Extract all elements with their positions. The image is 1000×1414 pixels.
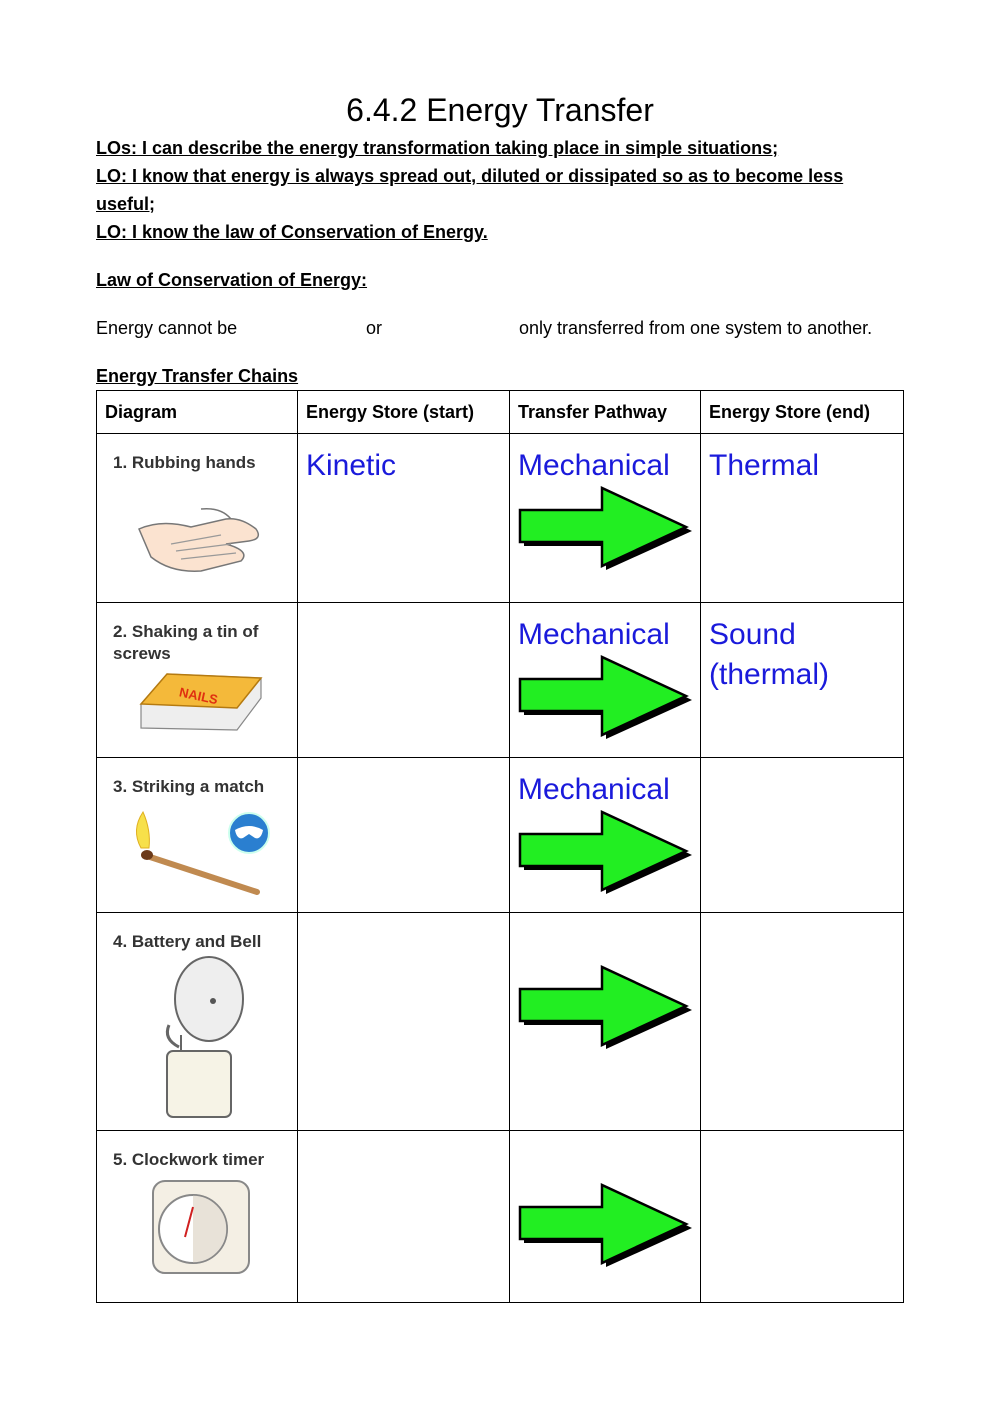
- diagram-label: 5. Clockwork timer: [113, 1150, 265, 1169]
- header-pathway: Transfer Pathway: [510, 391, 701, 434]
- arrow-icon: [518, 810, 696, 896]
- lo-prefix: LO:: [96, 166, 127, 186]
- learning-objective-3: [96, 218, 886, 246]
- arrow-icon: [518, 486, 696, 572]
- start-store-cell[interactable]: [298, 1131, 510, 1303]
- pathway-answer: Mechanical: [518, 773, 670, 806]
- lo-text: I know that energy is always spread out, diluted or dissipated so as to become less useful;: [96, 166, 844, 214]
- pathway-answer: Mechanical: [518, 618, 670, 651]
- diagram-label: 3. Striking a match: [113, 777, 265, 796]
- end-store-cell[interactable]: [701, 603, 904, 758]
- law-heading: Law of Conservation of Energy:: [96, 270, 368, 290]
- table-row: [97, 603, 904, 758]
- diagram-label: 2. Shaking a tin of screws: [113, 622, 259, 663]
- table-row: [97, 434, 904, 603]
- start-store-cell[interactable]: [298, 603, 510, 758]
- diagram-label: 4. Battery and Bell: [113, 932, 262, 951]
- pathway-cell[interactable]: [510, 758, 701, 913]
- diagram-cell: [97, 434, 298, 603]
- diagram-cell: [97, 913, 298, 1131]
- lo-prefix: LO:: [96, 222, 127, 242]
- arrow-icon: [518, 655, 696, 741]
- clockwork-timer-image: [149, 1177, 259, 1277]
- table-row: [97, 913, 904, 1131]
- end-store-cell[interactable]: [701, 758, 904, 913]
- law-text-part-b: or: [366, 318, 383, 338]
- law-text-part-a: Energy cannot be: [96, 318, 238, 338]
- diagram-cell: [97, 758, 298, 913]
- law-text-part-c: only transferred from one system to another.: [519, 318, 873, 338]
- arrow-icon: [518, 1183, 696, 1269]
- learning-objective-2: [96, 162, 886, 218]
- header-diagram: Diagram: [97, 391, 298, 434]
- diagram-cell: [97, 1131, 298, 1303]
- start-store-cell[interactable]: [298, 434, 510, 603]
- page-title: 6.4.2 Energy Transfer: [346, 92, 654, 128]
- tin-of-screws-image: [137, 668, 267, 738]
- end-store-cell[interactable]: [701, 1131, 904, 1303]
- match-image: [127, 808, 287, 898]
- lo-prefix: LOs:: [96, 138, 138, 158]
- tin-lid-text: NAILS: [177, 684, 220, 708]
- learning-objective-1: [96, 134, 886, 162]
- start-store-answer: Kinetic: [306, 449, 397, 482]
- diagram-cell: [97, 603, 298, 758]
- rubbing-hands-image: [131, 489, 271, 579]
- end-store-answer: Sound (thermal): [709, 618, 830, 691]
- end-store-cell[interactable]: [701, 913, 904, 1131]
- pathway-cell[interactable]: [510, 913, 701, 1131]
- start-store-cell[interactable]: [298, 758, 510, 913]
- end-store-cell[interactable]: [701, 434, 904, 603]
- table-row: [97, 758, 904, 913]
- lo-text: I can describe the energy transformation taking place in simple situations;: [137, 138, 779, 158]
- table-row: [97, 1131, 904, 1303]
- arrow-icon: [518, 965, 696, 1051]
- battery-and-bell-image: [149, 955, 259, 1125]
- diagram-label: 1. Rubbing hands: [113, 453, 256, 472]
- start-store-cell[interactable]: [298, 913, 510, 1131]
- pathway-cell[interactable]: [510, 603, 701, 758]
- pathway-answer: Mechanical: [518, 449, 670, 482]
- header-end: Energy Store (end): [701, 391, 904, 434]
- lo-text: I know the law of Conservation of Energy.: [127, 222, 488, 242]
- energy-chain-table: [96, 390, 904, 1303]
- end-store-answer: Thermal: [709, 449, 820, 482]
- header-start: Energy Store (start): [298, 391, 510, 434]
- table-header-row: [97, 391, 904, 434]
- pathway-cell[interactable]: [510, 1131, 701, 1303]
- pathway-cell[interactable]: [510, 434, 701, 603]
- chains-heading: Energy Transfer Chains: [96, 366, 299, 386]
